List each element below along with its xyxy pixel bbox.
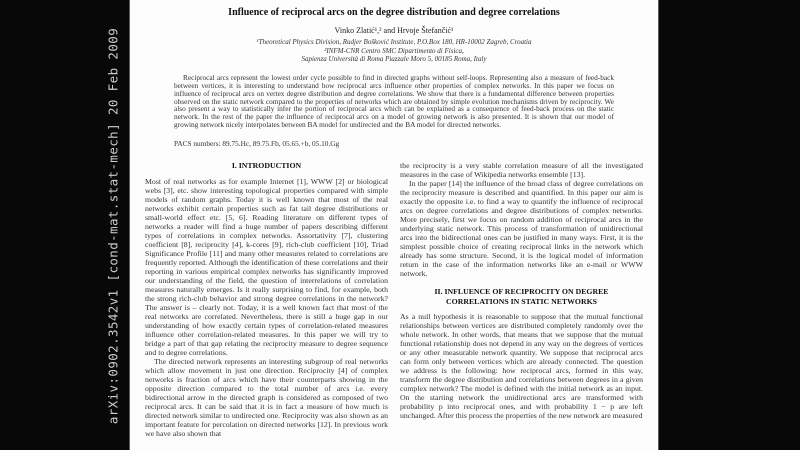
- paper-title: Influence of reciprocal arcs on the degree distribution and degree correlations: [228, 7, 560, 18]
- two-column-body: [145, 161, 643, 437]
- affiliation-line-2: ²INFM-CNR Centro SMC Dipartimento di Fisica,: [324, 46, 464, 55]
- page-content: [130, 0, 658, 438]
- affiliation-line-1: ¹Theoretical Physics Division, Rudjer Bošković Institute, P.O.Box 180, HR-10002 Zagreb, Croatia: [256, 38, 532, 46]
- authors-line: Vinko Zlatić¹,² and Hrvoje Štefančić¹: [334, 26, 454, 35]
- arxiv-stamp: arXiv:0902.3542v1 [cond-mat.stat-mech] 20 Feb 2009: [105, 27, 121, 425]
- section-heading-reciprocity-static: II. INFLUENCE OF RECIPROCITY ON DEGREE CORRELATIONS IN STATIC NETWORKS: [434, 287, 609, 306]
- affiliation-line-3: Sapienza Università di Roma Piazzale Moro 5, 00185 Roma, Italy: [301, 55, 487, 64]
- body-paragraph: As a null hypothesis it is reasonable to suppose that the mutual functional relationships between vertices are distributed completely randomly over the whole network. In other words, that means that we suppose that the mutual functional relationship does not depend in any way on the degrees of vertices or any other measurable network quantity. We suppose that reciprocal arcs can form only between vertices which are already connected. The question we address is the following: how reciprocal arcs, formed in this way, transform the degree distribution and correlations between degrees in a given complex network? The model is defined with the initial network as an input. On the starting network the unidirectional arcs are transformed with probability p into reciprocal ones, and with probability 1 − p are left unchanged. After this process the properties of the new network are measured: [400, 311, 643, 420]
- left-column: [145, 161, 388, 437]
- body-paragraph: In the paper [14] the influence of the broad class of degree correlations on the reciprocity measure is described and quantified. In this paper our aim is exactly the opposite i.e. to find a way to quantify the influence of reciprocal arcs on degree correlations and degree distributions of complex networks. More precisely, first we focus on random addition of reciprocal arcs in the underlying static network. This process of transformation of unidirectional arcs into the bidirectional ones can be justified in many ways. First, it is the simplest possible choice of creating reciprocal links in the network which already has some structure. Second, it is the logical model of information return in the case of the information networks like an e-mail or WWW network.: [400, 179, 643, 279]
- body-paragraph: the reciprocity is a very stable correlation measure of all the investigated measures in the case of Wikipedia networks ensemble [13].: [400, 161, 643, 180]
- pacs-line: PACS numbers: 89.75.Hc, 89.75.Fb, 05.65.+b, 05.10.Gg: [174, 139, 340, 149]
- right-column: [400, 161, 643, 437]
- section-heading-introduction: I. INTRODUCTION: [231, 161, 302, 171]
- affiliations-block: [145, 38, 643, 64]
- body-paragraph: Most of real networks as for example Internet [1], WWW [2] or biological webs [3], etc. show interesting topological properties compared with simple models of random graphs. Today it is well known that most of the real networks exhibit certain properties such as fat tail degree distributions or small-world effect etc. [5, 6]. Reading literature on different types of networks a reader will find a huge number of papers describing different types of correlations in complex networks. Assortativity [7], clustering coefficient [8], reciprocity [4], k-cores [9], rich-club coefficient [10], Triad Significance Profile [11] and many other measures related to correlations are frequently reported. Although the identification of these correlations and their reporting in various empirical complex networks has significantly improved our understanding of the field, the question of interrelations of correlation measures naturally emerges. Is it really surprising to find, for example, both the strong rich-club behavior and strong degree correlations in the network? The answer is – clearly not. Today, it is a well known fact that most of the real networks are correlated. Nevertheless, there is still a huge gap in our understanding of how exactly certain types of correlation-related measures influence other correlation-related measures. In this paper we will try to bridge a part of that gap relating the reciprocity measure to degree sequence and to degree correlations.: [145, 176, 388, 357]
- paper-page: [130, 0, 658, 450]
- body-paragraph: The directed network represents an interesting subgroup of real networks which allow movement in just one direction. Reciprocity [4] of complex networks is fraction of arcs which have their counterparts showing in the opposite direction compared to the total number of arcs i.e. every bidirectional arrow in the directed graph is considered as composed of two reciprocal arcs. It can be said that it is in fact a measure of how much is directed network similar to undirected one. Reciprocity was also shown as an important feature for percolation on directed networks [12]. In previous work we have also shown that: [145, 356, 388, 438]
- abstract-text: Reciprocal arcs represent the lowest order cycle possible to find in directed graphs without self-loops. Representing also a measure of feed-back between vertices, it is interesting to understand how reciprocal arcs influence other properties of complex networks. In this paper we focus on influence of reciprocal arcs on vertex degree distribution and degree correlations. We show that there is a fundamental difference between properties observed on the static network compared to the properties of networks which are obtained by simple evolution mechanisms driven by reciprocity. We also present a way to statistically infer the portion of reciprocal arcs which can be explained as a consequence of feed-back process on the static network. In the rest of the paper the influence of reciprocal arcs on a model of growing network is also presented. It is shown that our model of growing network nicely interpolates between BA model for undirected and the BA model for directed networks.: [174, 72, 614, 130]
